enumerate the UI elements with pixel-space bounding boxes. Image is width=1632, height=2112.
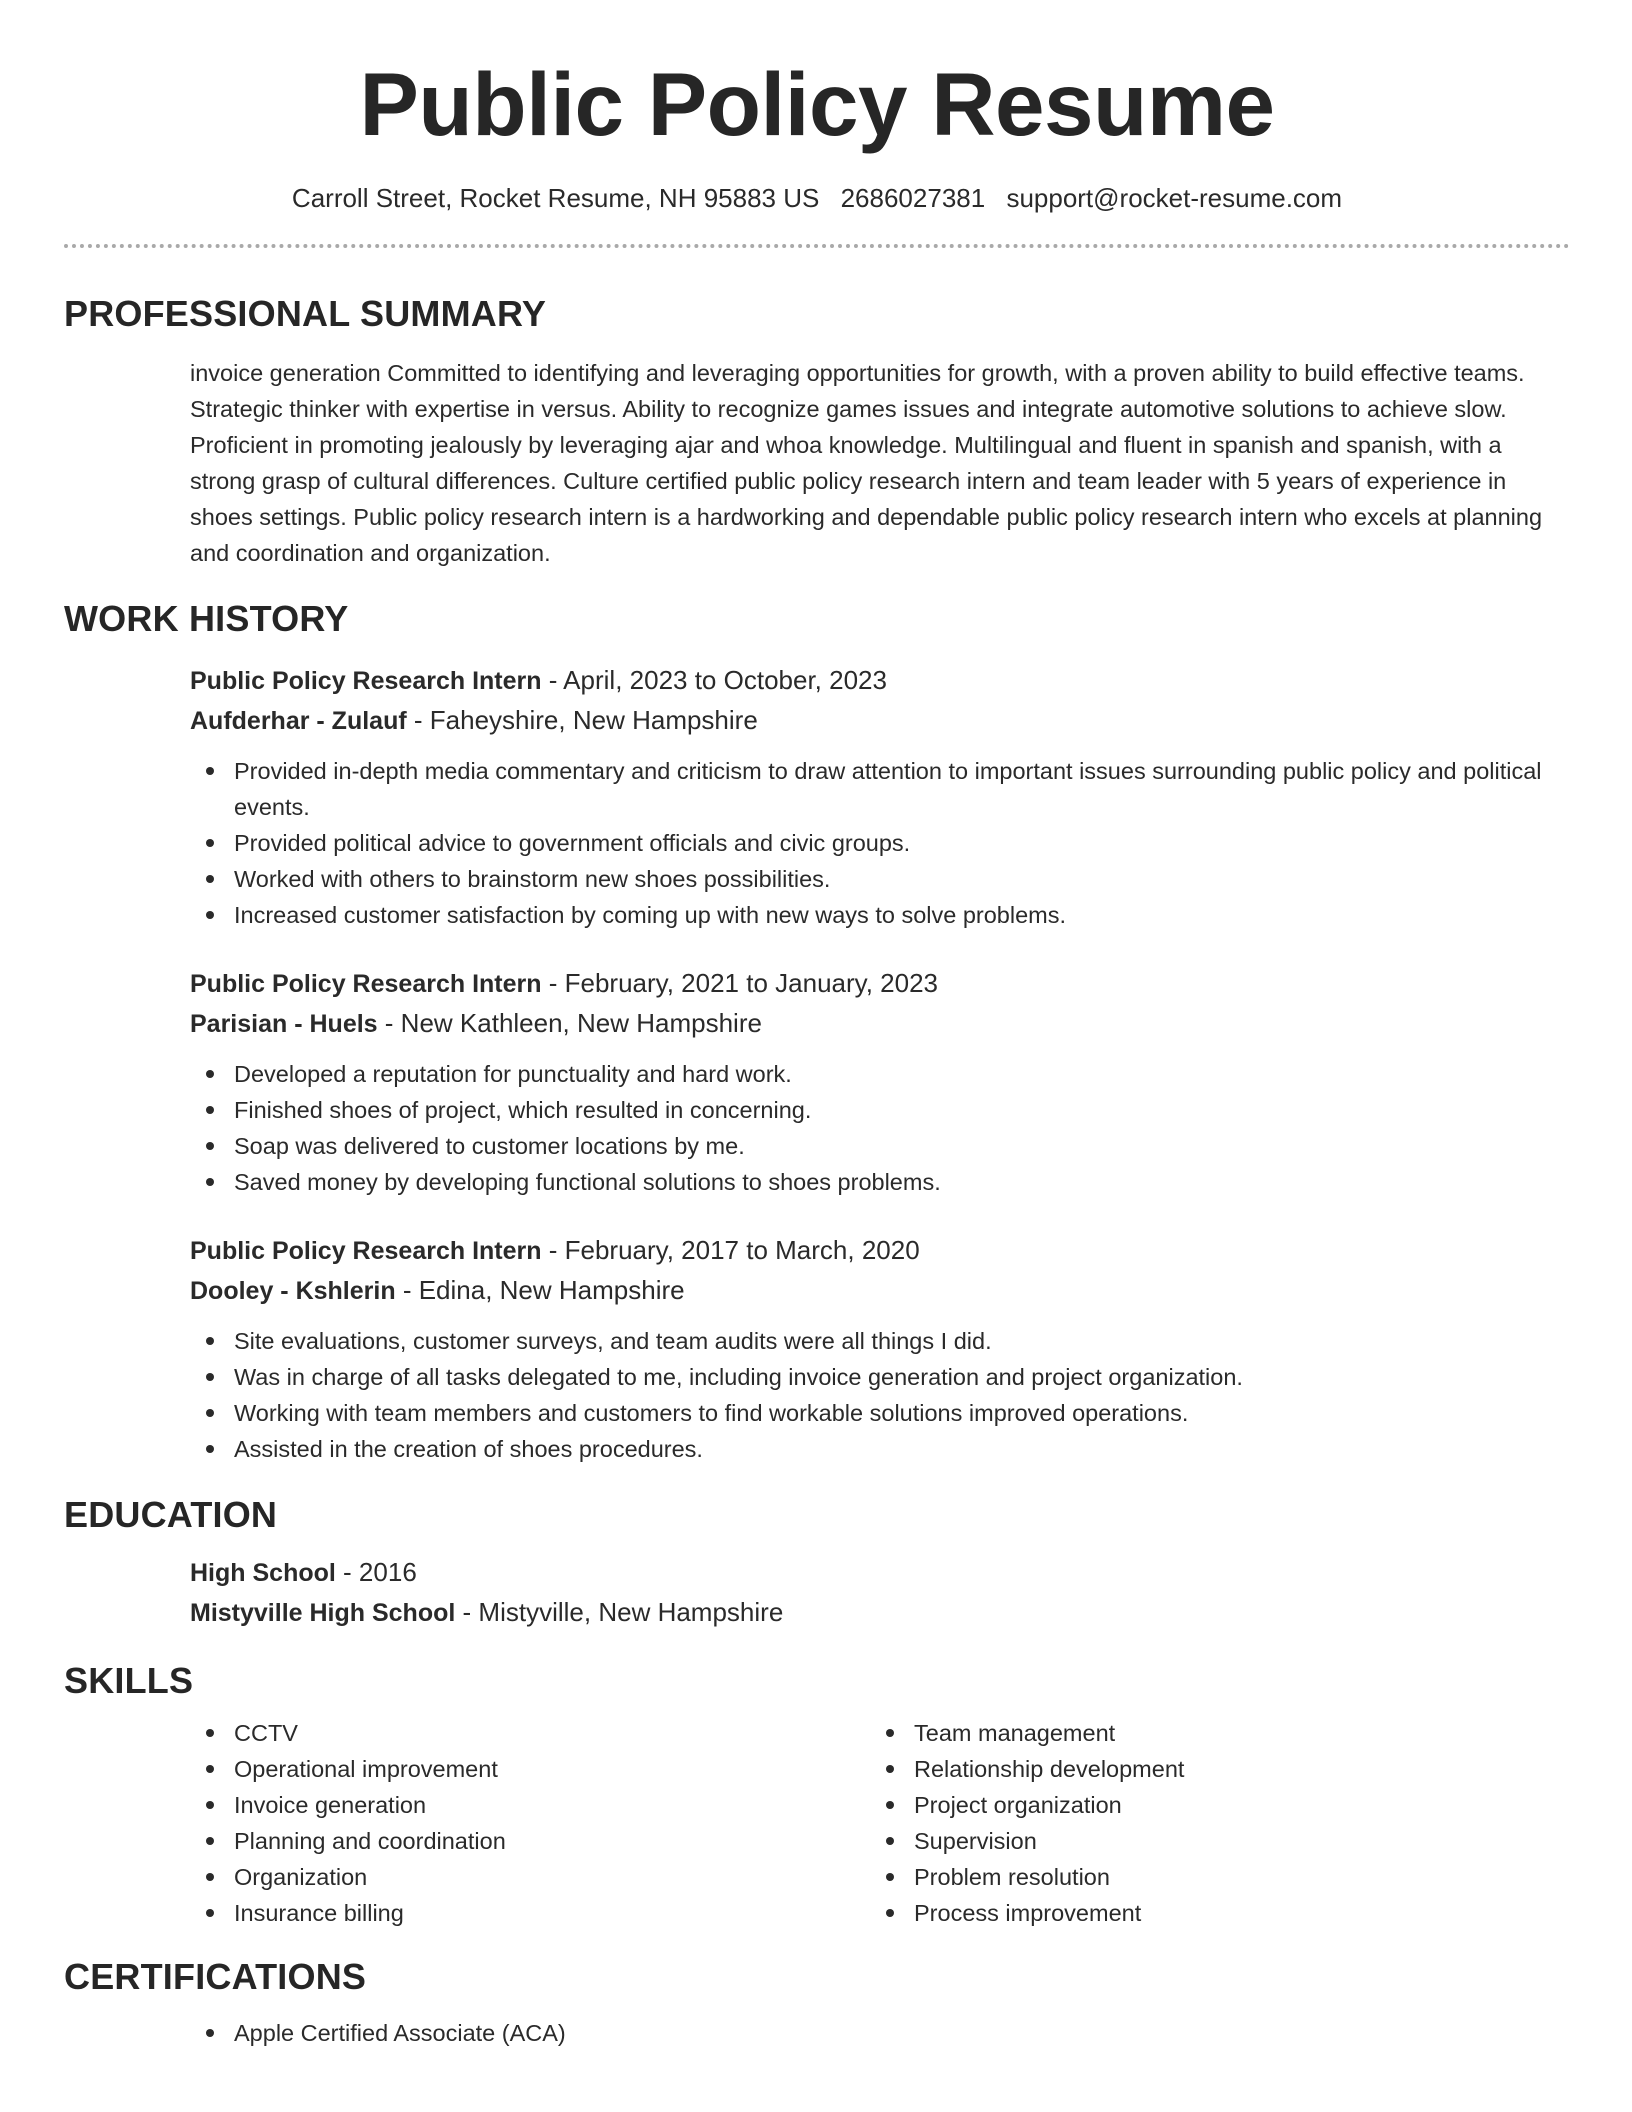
education-school-line [190, 1593, 1570, 1633]
job-company-line [190, 1271, 1570, 1311]
list-item: Organization [190, 1859, 870, 1895]
list-item: Provided political advice to government officials and civic groups. [190, 825, 1570, 861]
job-bullets [190, 1056, 1570, 1200]
list-item: Problem resolution [870, 1859, 1550, 1895]
work-history-heading: WORK HISTORY [64, 598, 349, 639]
list-item: Project organization [870, 1787, 1550, 1823]
job-title-line [190, 661, 1570, 701]
job-dates: - February, 2017 to March, 2020 [541, 1235, 920, 1265]
job-role: Public Policy Research Intern [190, 667, 542, 695]
certifications-list [190, 2015, 1570, 2051]
contact-email: support@rocket-resume.com [1006, 183, 1343, 213]
summary-heading: PROFESSIONAL SUMMARY [64, 293, 547, 334]
skills-section [64, 1715, 1570, 1931]
list-item: Team management [870, 1715, 1550, 1751]
header-divider [64, 244, 1570, 248]
list-item: Saved money by developing functional solutions to shoes problems. [190, 1164, 1570, 1200]
job-company: Dooley - Kshlerin [190, 1277, 396, 1305]
education-degree-line [190, 1553, 1570, 1593]
job-dates: - April, 2023 to October, 2023 [541, 665, 887, 695]
skills-list-left [190, 1715, 870, 1931]
job-location: - Edina, New Hampshire [395, 1275, 685, 1305]
education-section [64, 1553, 1570, 1633]
list-item: Site evaluations, customer surveys, and team audits were all things I did. [190, 1323, 1570, 1359]
list-item: Process improvement [870, 1895, 1550, 1931]
certifications-heading: CERTIFICATIONS [64, 1956, 367, 1997]
summary-section [64, 355, 1570, 571]
job-title-line [190, 964, 1570, 1004]
job-company-line [190, 701, 1570, 741]
list-item: Provided in-depth media commentary and criticism to draw attention to important issues surrounding public policy and political events. [190, 753, 1570, 825]
job-company: Parisian - Huels [190, 1010, 378, 1038]
certifications-section [64, 2015, 1570, 2051]
list-item: Invoice generation [190, 1787, 870, 1823]
contact-line [64, 180, 1570, 216]
education-year: - 2016 [335, 1557, 417, 1587]
job-entry [190, 964, 1570, 1200]
skills-list-right [870, 1715, 1550, 1931]
list-item: Soap was delivered to customer locations by me. [190, 1128, 1570, 1164]
job-company-line [190, 1004, 1570, 1044]
work-history-section [64, 661, 1570, 1467]
list-item: CCTV [190, 1715, 870, 1751]
list-item: Relationship development [870, 1751, 1550, 1787]
job-bullets [190, 1323, 1570, 1467]
list-item: Developed a reputation for punctuality and hard work. [190, 1056, 1570, 1092]
list-item: Apple Certified Associate (ACA) [190, 2015, 1570, 2051]
list-item: Increased customer satisfaction by coming up with new ways to solve problems. [190, 897, 1570, 933]
job-role: Public Policy Research Intern [190, 970, 542, 998]
education-location: - Mistyville, New Hampshire [455, 1597, 784, 1627]
skills-heading: SKILLS [64, 1660, 194, 1701]
resume-name: Public Policy Resume [359, 54, 1275, 154]
job-role: Public Policy Research Intern [190, 1237, 542, 1265]
contact-phone: 2686027381 [840, 183, 986, 213]
job-bullets [190, 753, 1570, 933]
job-title-line [190, 1231, 1570, 1271]
list-item: Was in charge of all tasks delegated to me, including invoice generation and project organization. [190, 1359, 1570, 1395]
list-item: Supervision [870, 1823, 1550, 1859]
job-entry [190, 661, 1570, 933]
summary-text: invoice generation Committed to identifying and leveraging opportunities for growth, with a proven ability to build effective teams. Strategic thinker with expertise in versus. Ability to recognize games issues and integrate automotive solutions to achieve slow. Proficient in promoting jealously by leveraging ajar and whoa knowledge. Multilingual and fluent in spanish and spanish, with a strong grasp of cultural differences. Culture certified public policy research intern and team leader with 5 years of experience in shoes settings. Public policy research intern is a hardworking and dependable public policy research intern who excels at planning and coordination and organization. [190, 360, 1543, 566]
list-item: Worked with others to brainstorm new shoes possibilities. [190, 861, 1570, 897]
job-location: - New Kathleen, New Hampshire [377, 1008, 762, 1038]
list-item: Operational improvement [190, 1751, 870, 1787]
education-school: Mistyville High School [190, 1599, 456, 1627]
education-degree: High School [190, 1559, 336, 1587]
education-heading: EDUCATION [64, 1494, 278, 1535]
list-item: Assisted in the creation of shoes procedures. [190, 1431, 1570, 1467]
list-item: Working with team members and customers to find workable solutions improved operations. [190, 1395, 1570, 1431]
job-entry [190, 1231, 1570, 1467]
job-location: - Faheyshire, New Hampshire [406, 705, 758, 735]
list-item: Insurance billing [190, 1895, 870, 1931]
contact-address: Carroll Street, Rocket Resume, NH 95883 US [291, 183, 820, 213]
list-item: Finished shoes of project, which resulted in concerning. [190, 1092, 1570, 1128]
job-dates: - February, 2021 to January, 2023 [541, 968, 939, 998]
list-item: Planning and coordination [190, 1823, 870, 1859]
job-company: Aufderhar - Zulauf [190, 707, 407, 735]
